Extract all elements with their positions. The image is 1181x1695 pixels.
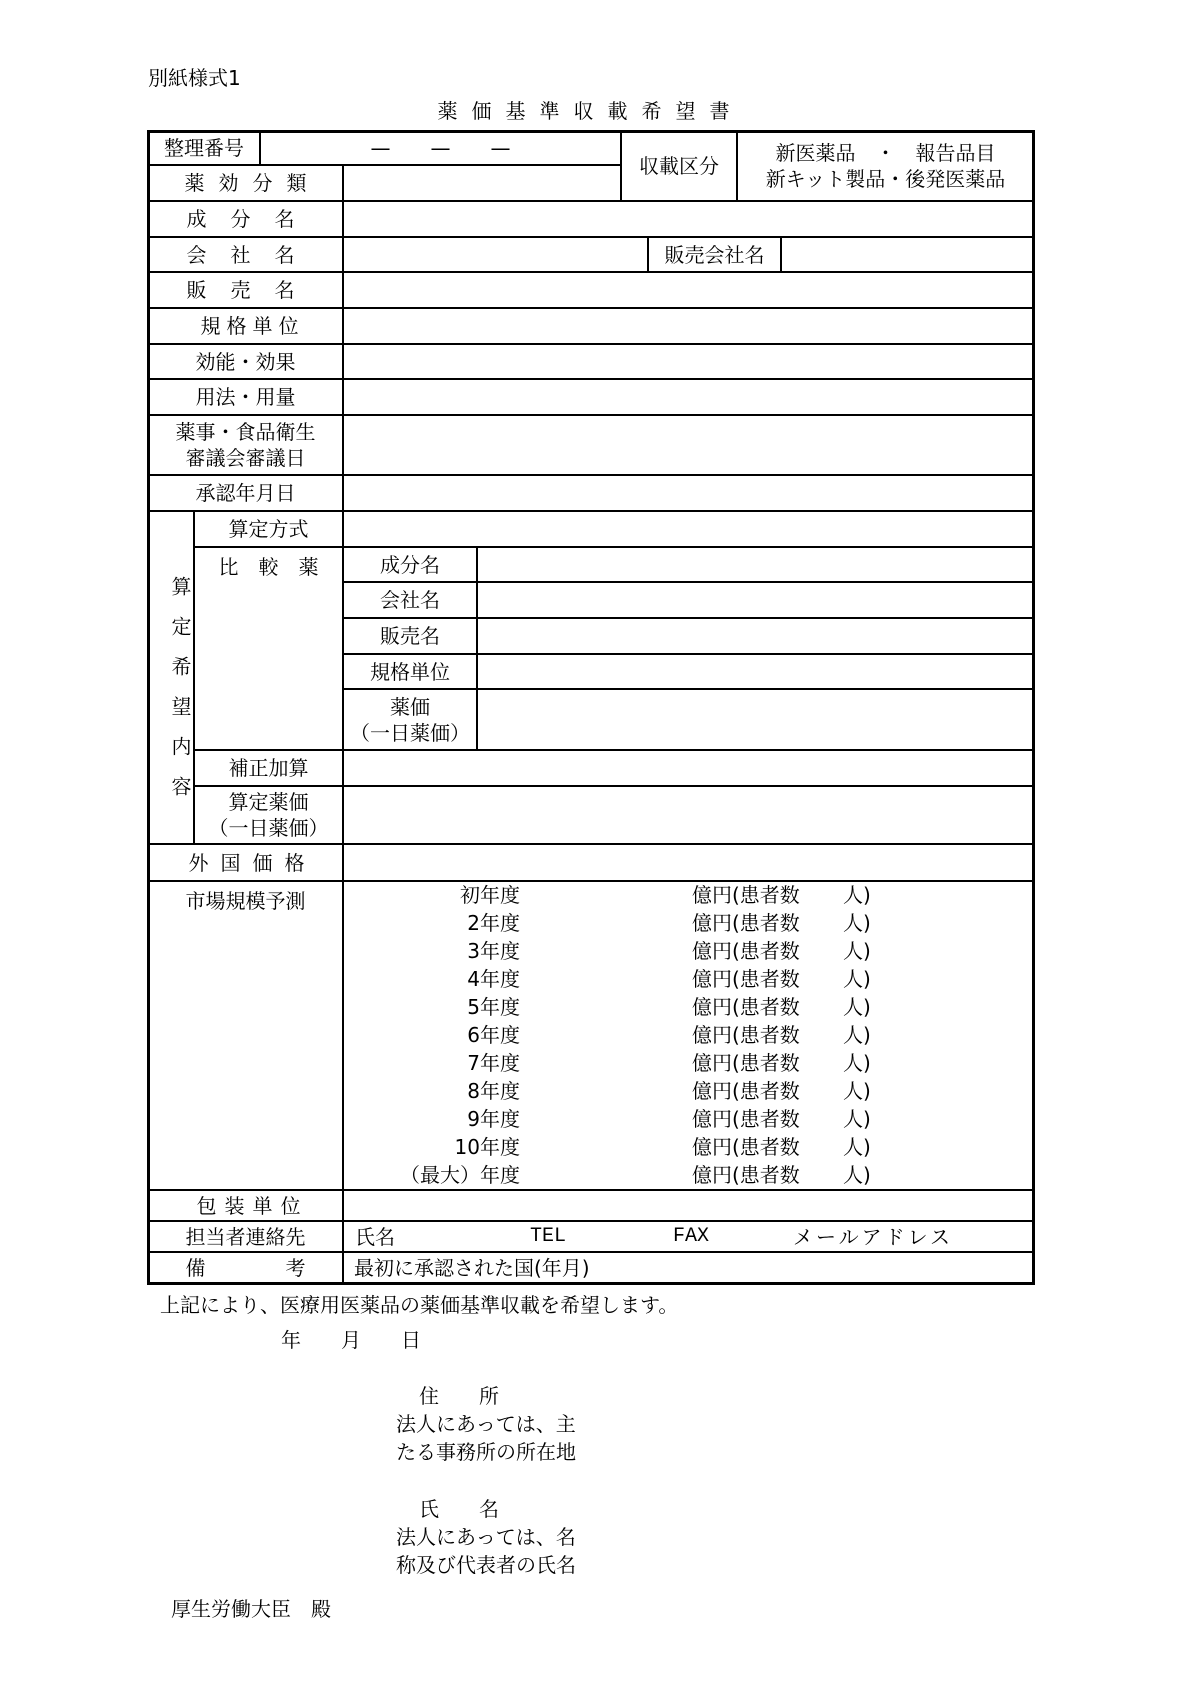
addressee: 厚生労働大臣 殿	[171, 1597, 331, 1621]
market-nin-label: 人)	[843, 911, 871, 935]
market-year-label: 9年度	[467, 1107, 520, 1131]
address-label: 住 所	[419, 1384, 499, 1408]
hikaku-kikaku-label: 規格単位	[343, 654, 477, 689]
hikaku-kikaku-field[interactable]	[477, 654, 1034, 689]
santei-group-label: 算定希望内容	[148, 511, 194, 844]
market-oku-label: 億円(患者数	[692, 1079, 800, 1103]
market-oku-label: 億円(患者数	[692, 995, 800, 1019]
tantou-fax: FAX	[673, 1225, 710, 1248]
tantou-name: 氏名	[355, 1225, 395, 1249]
market-oku-label: 億円(患者数	[692, 883, 800, 907]
shusai-option-line1[interactable]: 新医薬品 ・ 報告品目	[775, 141, 996, 165]
santei-houshiki-field[interactable]	[343, 511, 1034, 547]
market-nin-label: 人)	[843, 1079, 871, 1103]
kouno-field[interactable]	[343, 344, 1034, 379]
seiri-label: 整理番号	[148, 131, 260, 165]
market-year-label: 3年度	[467, 939, 520, 963]
yakka-line2: （一日薬価）	[350, 720, 470, 745]
page-title: 薬価基準収載希望書	[437, 99, 744, 123]
market-oku-label: 億円(患者数	[692, 1023, 800, 1047]
shounin-label: 承認年月日	[148, 475, 343, 511]
kaisha-label: 会社名	[148, 237, 343, 272]
kikaku-field[interactable]	[343, 308, 1034, 344]
shounin-field[interactable]	[343, 475, 1034, 511]
name-note-2: 称及び代表者の氏名	[396, 1553, 576, 1577]
shijou-label: 市場規模予測	[148, 881, 343, 1190]
market-nin-label: 人)	[843, 1107, 871, 1131]
market-oku-label: 億円(患者数	[692, 911, 800, 935]
seiri-field[interactable]: — — —	[260, 131, 621, 165]
housou-field[interactable]	[343, 1190, 1034, 1221]
market-nin-label: 人)	[843, 939, 871, 963]
seibun-field[interactable]	[343, 201, 1034, 237]
address-note-2: たる事務所の所在地	[396, 1440, 576, 1464]
market-year-label: 7年度	[467, 1051, 520, 1075]
youhou-label: 用法・用量	[148, 379, 343, 415]
hanbai-label: 販売名	[148, 272, 343, 308]
tantou-label: 担当者連絡先	[148, 1221, 343, 1252]
yakka-line1: 薬価	[390, 694, 430, 719]
form-id: 別紙様式1	[148, 66, 241, 90]
santei-houshiki-label: 算定方式	[194, 511, 343, 547]
hikaku-hanbai-label: 販売名	[343, 618, 477, 654]
yakko-label: 薬効分類	[148, 165, 343, 201]
market-oku-label: 億円(患者数	[692, 1135, 800, 1159]
santei-yakka-line1: 算定薬価	[228, 790, 309, 814]
market-nin-label: 人)	[843, 1163, 871, 1187]
name-label: 氏 名	[419, 1497, 499, 1521]
shingi-label-line1: 薬事・食品衛生	[175, 420, 316, 444]
youhou-field[interactable]	[343, 379, 1034, 415]
hanbai-kaisha-field[interactable]	[781, 237, 1034, 272]
hikaku-kaisha-field[interactable]	[477, 582, 1034, 618]
tantou-tel: TEL	[530, 1225, 567, 1248]
market-nin-label: 人)	[843, 967, 871, 991]
hikaku-yakka-label	[343, 689, 477, 750]
shusai-option-line2[interactable]: 新キット製品・後発医薬品	[765, 167, 1006, 191]
gaikoku-field[interactable]	[343, 844, 1034, 881]
kaisha-field[interactable]	[343, 237, 648, 272]
market-oku-label: 億円(患者数	[692, 967, 800, 991]
date-line: 年 月 日	[281, 1328, 421, 1352]
hosei-field[interactable]	[343, 750, 1034, 786]
tantou-mail: メールアドレス	[793, 1225, 953, 1249]
hanbai-kaisha-label: 販売会社名	[648, 237, 781, 272]
address-note-1: 法人にあっては、主	[396, 1412, 576, 1436]
hikaku-kaisha-label: 会社名	[343, 582, 477, 618]
market-year-label: 8年度	[467, 1079, 520, 1103]
kikaku-label: 規格単位	[148, 308, 343, 344]
shingi-label-line2: 審議会審議日	[185, 446, 306, 470]
market-year-label: 10年度	[454, 1135, 520, 1159]
market-oku-label: 億円(患者数	[692, 939, 800, 963]
shingi-field[interactable]	[343, 415, 1034, 475]
market-year-label: 6年度	[467, 1023, 520, 1047]
market-year-label: 5年度	[467, 995, 520, 1019]
santei-yakka-label	[194, 786, 343, 844]
market-nin-label: 人)	[843, 1051, 871, 1075]
seibun-label: 成分名	[148, 201, 343, 237]
gaikoku-label: 外国価格	[148, 844, 343, 881]
market-year-label: （最大）年度	[400, 1163, 520, 1187]
biko-field[interactable]: 最初に承認された国(年月)	[343, 1252, 1034, 1284]
name-note-1: 法人にあっては、名	[396, 1525, 576, 1549]
market-nin-label: 人)	[843, 1135, 871, 1159]
shusai-label: 収載区分	[621, 131, 737, 201]
market-nin-label: 人)	[843, 995, 871, 1019]
shusai-options[interactable]	[737, 131, 1034, 201]
housou-label: 包装単位	[148, 1190, 343, 1221]
market-nin-label: 人)	[843, 1023, 871, 1047]
market-oku-label: 億円(患者数	[692, 1107, 800, 1131]
market-oku-label: 億円(患者数	[692, 1051, 800, 1075]
santei-yakka-field[interactable]	[343, 786, 1034, 844]
market-year-label: 2年度	[467, 911, 520, 935]
hikaku-label: 比 較 薬	[194, 547, 343, 750]
hikaku-hanbai-field[interactable]	[477, 618, 1034, 654]
statement: 上記により、医療用医薬品の薬価基準収載を希望します。	[160, 1293, 679, 1317]
hanbai-field[interactable]	[343, 272, 1034, 308]
hosei-label: 補正加算	[194, 750, 343, 786]
hikaku-seibun-field[interactable]	[477, 547, 1034, 582]
market-nin-label: 人)	[843, 883, 871, 907]
yakko-field[interactable]	[343, 165, 621, 201]
shingi-label	[148, 415, 343, 475]
hikaku-yakka-field[interactable]	[477, 689, 1034, 750]
biko-label: 備 考	[148, 1252, 343, 1284]
market-oku-label: 億円(患者数	[692, 1163, 800, 1187]
santei-yakka-line2: （一日薬価）	[208, 816, 329, 840]
market-year-label: 4年度	[467, 967, 520, 991]
hikaku-seibun-label: 成分名	[343, 547, 477, 582]
kouno-label: 効能・効果	[148, 344, 343, 379]
market-year-label: 初年度	[460, 883, 520, 907]
